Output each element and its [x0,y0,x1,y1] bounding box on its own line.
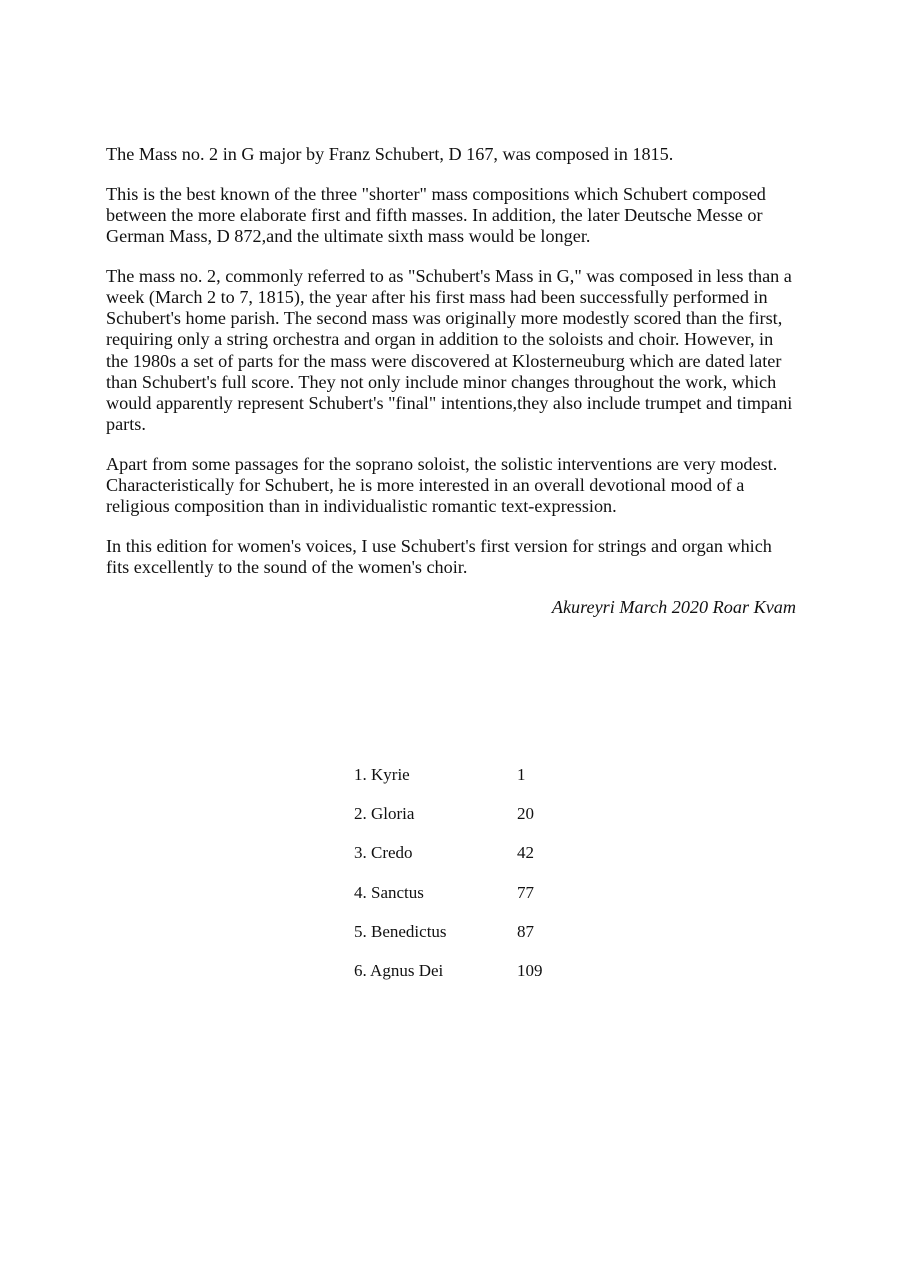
paragraph: In this edition for women's voices, I use Schubert's first version for strings and organ which fits excellently to the sound of the women's choir. [106,536,772,578]
toc-row [354,882,614,921]
paragraph: This is the best known of the three "shorter" mass compositions which Schubert composed between the more elaborate first and fifth masses. In addition, the later Deutsche Messe or German Mass, D 872,and the ultimate sixth mass would be longer. [106,183,766,247]
toc-title: 5. Benedictus [354,921,447,941]
paragraph: The Mass no. 2 in G major by Franz Schubert, D 167, was composed in 1815. [106,144,674,164]
toc-title: 4. Sanctus [354,882,424,902]
paragraph: Apart from some passages for the soprano soloist, the solistic interventions are very modest. Characteristically for Schubert, he is more interested in an overall devotional mood of a religious composition than in individualistic romantic text-expression. [106,453,778,517]
toc-title: 6. Agnus Dei [354,960,444,980]
toc-row [354,921,614,960]
toc-row [354,960,614,999]
toc-row [354,842,614,881]
toc-page-number: 1 [517,765,526,784]
toc-title: 2. Gloria [354,804,415,824]
toc-row [354,764,614,803]
toc-page-number: 109 [517,960,543,980]
signature: Akureyri March 2020 Roar Kvam [551,596,796,617]
toc-page-number: 20 [517,804,534,824]
paragraph: The mass no. 2, commonly referred to as "Schubert's Mass in G," was composed in less than a week (March 2 to 7, 1815), the year after his first mass had been successfully performed in Schubert's home parish. The second mass was originally more modestly scored than the first, requiring only a string orchestra and organ in addition to the soloists and choir. However, in the 1980s a set of parts for the mass were discovered at Klosterneuburg which are dated later than Schubert's full score. They not only include minor changes throughout the work, which would apparently represent Schubert's "final" intentions,they also include trumpet and timpani parts. [106,265,793,435]
toc-page-number: 87 [517,921,534,941]
toc-row [354,803,614,842]
preface-text [106,144,796,637]
table-of-contents [354,764,614,999]
toc-title: 3. Credo [354,843,413,863]
toc-page-number: 42 [517,843,534,863]
toc-title: 1. Kyrie [354,765,410,784]
toc-page-number: 77 [517,882,534,902]
